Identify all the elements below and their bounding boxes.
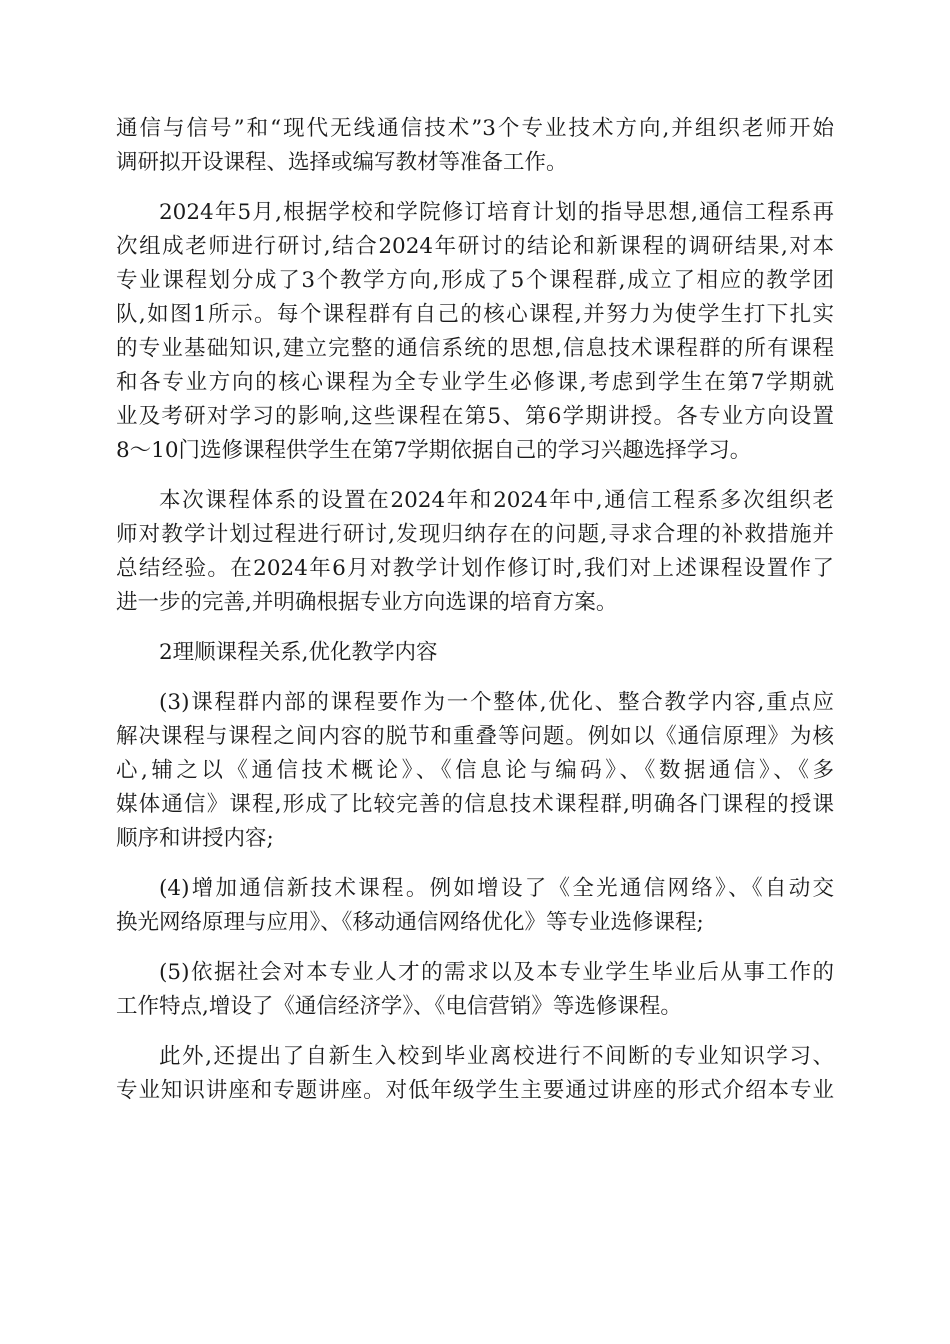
text-line: 8～10门选修课程供学生在第7学期依据自己的学习兴趣选择学习。 xyxy=(116,438,752,463)
text-line: 和各专业方向的核心课程为全专业学生必修课,考虑到学生在第7学期就 xyxy=(116,370,834,395)
text-line: 本次课程体系的设置在2024年和2024年中,通信工程系多次组织老 xyxy=(159,488,834,513)
section-heading xyxy=(116,636,834,670)
text-line: 师对教学计划过程进行研讨,发现归纳存在的问题,寻求合理的补救措施并 xyxy=(116,522,834,547)
text-line: 通信与信号”和“现代无线通信技术”3个专业技术方向,并组织老师开始 xyxy=(116,116,834,141)
text-line: 总结经验。在2024年6月对教学计划作修订时,我们对上述课程设置作了 xyxy=(116,556,834,581)
text-line: 解决课程与课程之间内容的脱节和重叠等问题。例如以《通信原理》为核 xyxy=(116,724,834,749)
text-line: 业及考研对学习的影响,这些课程在第5、第6学期讲授。各专业方向设置 xyxy=(116,404,834,429)
text-line: 顺序和讲授内容; xyxy=(116,826,274,851)
document-page xyxy=(116,112,834,1108)
paragraph-p2 xyxy=(116,196,834,468)
text-line: 换光网络原理与应用》、《移动通信网络优化》等专业选修课程; xyxy=(116,910,704,935)
text-line: 调研拟开设课程、选择或编写教材等准备工作。 xyxy=(116,150,568,175)
text-line: 媒体通信》课程,形成了比较完善的信息技术课程群,明确各门课程的授课 xyxy=(116,792,834,817)
paragraph-p5 xyxy=(116,686,834,856)
paragraph-p6 xyxy=(116,872,834,940)
paragraph-p7 xyxy=(116,956,834,1024)
text-line: 队,如图1所示。每个课程群有自己的核心课程,并努力为使学生打下扎实 xyxy=(116,302,834,327)
text-line: 专业知识讲座和专题讲座。对低年级学生主要通过讲座的形式介绍本专业 xyxy=(116,1078,834,1103)
text-line: 工作特点,增设了《通信经济学》、《电信营销》等选修课程。 xyxy=(116,994,682,1019)
text-line: 此外,还提出了自新生入校到毕业离校进行不间断的专业知识学习、 xyxy=(159,1044,834,1069)
text-line: 心,辅之以《通信技术概论》、《信息论与编码》、《数据通信》、《多 xyxy=(116,758,834,783)
heading-text: 2理顺课程关系,优化教学内容 xyxy=(159,640,438,665)
paragraph-p3 xyxy=(116,484,834,620)
paragraph-p1 xyxy=(116,112,834,180)
text-line: (4)增加通信新技术课程。例如增设了《全光通信网络》、《自动交 xyxy=(159,876,834,901)
text-line: 的专业基础知识,建立完整的通信系统的思想,信息技术课程群的所有课程 xyxy=(116,336,834,361)
text-line: 2024年5月,根据学校和学院修订培育计划的指导思想,通信工程系再 xyxy=(159,200,834,225)
text-line: (5)依据社会对本专业人才的需求以及本专业学生毕业后从事工作的 xyxy=(159,960,834,985)
text-line: 进一步的完善,并明确根据专业方向选课的培育方案。 xyxy=(116,590,618,615)
text-line: (3)课程群内部的课程要作为一个整体,优化、整合教学内容,重点应 xyxy=(159,690,834,715)
paragraph-p8 xyxy=(116,1040,834,1108)
text-line: 专业课程划分成了3个教学方向,形成了5个课程群,成立了相应的教学团 xyxy=(116,268,834,293)
text-line: 次组成老师进行研讨,结合2024年研讨的结论和新课程的调研结果,对本 xyxy=(116,234,834,259)
